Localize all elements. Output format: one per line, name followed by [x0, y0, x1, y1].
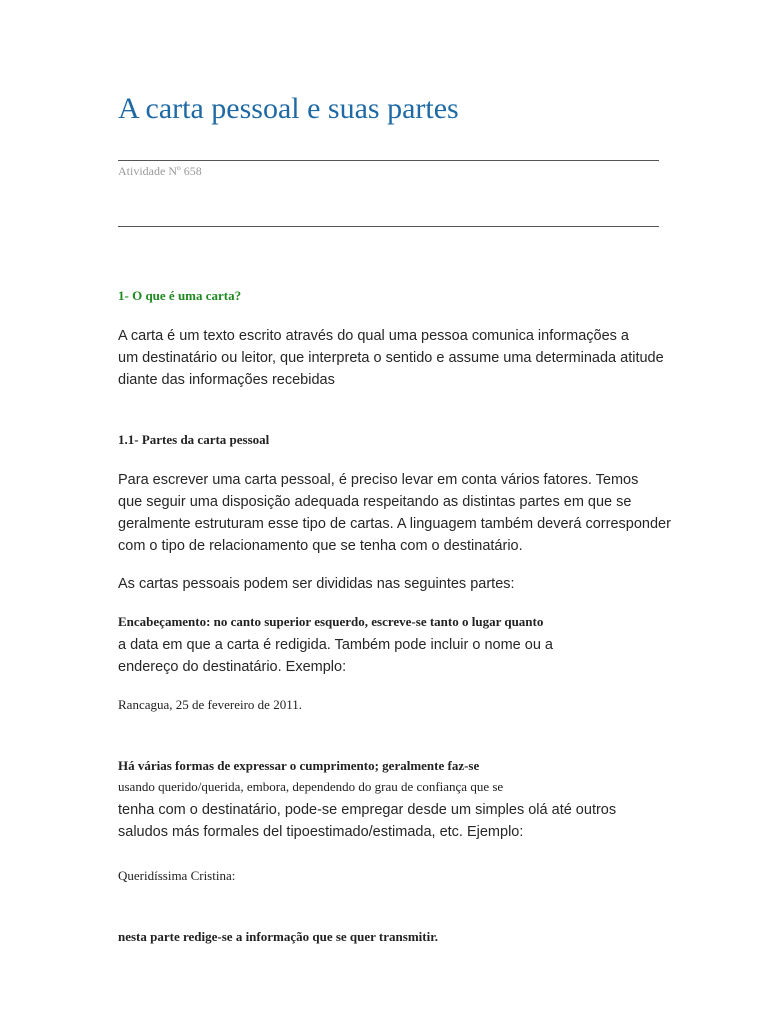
cumprimento-text [118, 799, 616, 843]
paragraph-line: Para escrever uma carta pessoal, é preciso levar em conta vários fatores. Temos [118, 472, 639, 488]
paragraph-line: a data em que a carta é redigida. Também pode incluir o nome ou a [118, 637, 553, 653]
paragraph-line: endereço do destinatário. Exemplo: [118, 659, 347, 675]
cumprimento-serif-line: usando querido/querida, embora, dependendo do grau de confiança que se [118, 779, 504, 794]
corpo-heading: nesta parte redige-se a informação que se quer transmitir. [118, 929, 439, 944]
title-divider [118, 160, 659, 161]
section-1-paragraph [118, 325, 664, 391]
paragraph-line: geralmente estruturam esse tipo de cartas. A linguagem também deverá corresponder [118, 516, 671, 532]
section-1-1-heading: 1.1- Partes da carta pessoal [118, 432, 270, 447]
page-title: A carta pessoal e suas partes [118, 92, 459, 125]
cumprimento-heading: Há várias formas de expressar o cumprimento; geralmente faz-se [118, 758, 480, 773]
paragraph-line: um destinatário ou leitor, que interpreta o sentido e assume uma determinada atitude [118, 350, 664, 366]
header-divider [118, 226, 659, 227]
encabecamento-text [118, 634, 553, 678]
paragraph-line: com o tipo de relacionamento que se tenha com o destinatário. [118, 538, 523, 554]
greeting-example: Queridíssima Cristina: [118, 868, 236, 883]
paragraph-line: diante das informações recebidas [118, 372, 335, 388]
activity-number: Atividade Nº 658 [118, 164, 202, 178]
paragraph-line: tenha com o destinatário, pode-se empregar desde um simples olá até outros [118, 802, 617, 818]
paragraph-line: A carta é um texto escrito através do qual uma pessoa comunica informações a [118, 328, 629, 344]
paragraph-line: saludos más formales del tipoestimado/estimada, etc. Ejemplo: [118, 824, 524, 840]
paragraph-line: que seguir uma disposição adequada respeitando as distintas partes em que se [118, 494, 632, 510]
encabecamento-heading: Encabeçamento: no canto superior esquerdo, escreve-se tanto o lugar quanto [118, 614, 544, 629]
date-example: Rancagua, 25 de fevereiro de 2011. [118, 697, 302, 712]
parts-intro: As cartas pessoais podem ser divididas nas seguintes partes: [118, 576, 515, 592]
section-1-1-paragraph [118, 469, 671, 557]
section-1-heading: 1- O que é uma carta? [118, 288, 242, 303]
